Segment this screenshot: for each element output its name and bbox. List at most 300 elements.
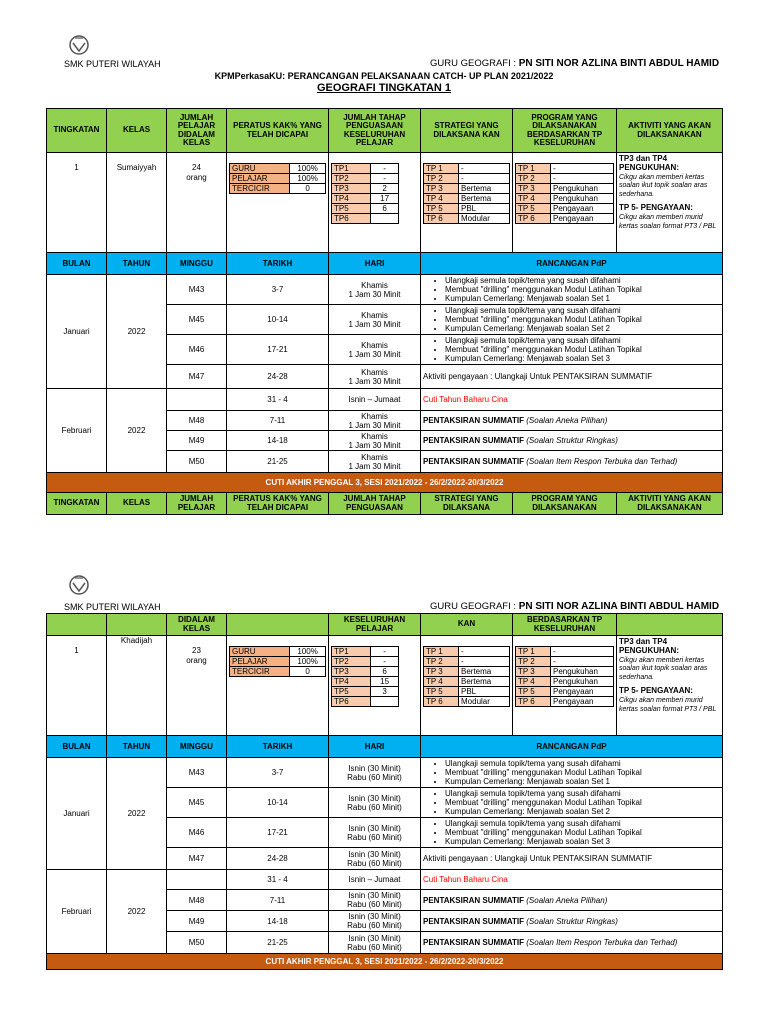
school-name: SMK PUTERI WILAYAH: [64, 602, 161, 612]
program-table: [515, 646, 614, 707]
strategi-value: Bertema: [459, 194, 510, 204]
hari-day: Khamis: [361, 340, 388, 350]
pelajar-cell: [167, 153, 227, 253]
rancangan-cell: Cuti Tahun Baharu Cina: [421, 870, 723, 890]
strategi-value: Modular: [459, 214, 510, 224]
header-jumlah-tahap: KESELURUHAN PELAJAR: [329, 614, 421, 636]
rancangan-cell: [421, 758, 723, 788]
hari-cell: Isnin – Jumaat: [329, 870, 421, 890]
hari-day: Rabu (60 Minit): [347, 802, 402, 812]
header-hari: HARI: [329, 736, 421, 758]
pelajar-unit: orang: [186, 173, 207, 182]
hari-day: Khamis: [361, 411, 388, 421]
tp-label: TP 4: [516, 677, 551, 687]
minggu-cell: M50: [167, 451, 227, 473]
program-cell: [513, 153, 617, 253]
teacher-line: [430, 58, 719, 69]
plan-list: [423, 336, 720, 363]
header-jumlah-pelajar: JUMLAH PELAJAR DIDALAM KELAS: [167, 109, 227, 153]
tp-label: TP 3: [424, 184, 459, 194]
header-rancangan: RANCANGAN PdP: [421, 736, 723, 758]
tarikh-cell: 10-14: [227, 305, 329, 335]
tarikh-cell: 3-7: [227, 275, 329, 305]
kak-value: 100%: [290, 164, 326, 174]
header-tahun: TAHUN: [107, 253, 167, 275]
minggu-cell: M46: [167, 335, 227, 365]
tp-count: -: [371, 164, 399, 174]
kak-cell: [227, 153, 329, 253]
subject-title: GEOGRAFI TINGKATAN 1: [316, 82, 452, 94]
hari-cell: [329, 451, 421, 473]
program-cell: [513, 636, 617, 736]
strategi-value: -: [459, 647, 510, 657]
strategi-table: [423, 646, 510, 707]
aktiviti-text: Cikgu akan memberi murid kertas soalan format PT3 / PBL: [619, 213, 717, 230]
strategi-value: Bertema: [459, 677, 510, 687]
strategi-value: PBL: [459, 204, 510, 214]
tp-count: -: [371, 657, 399, 667]
tp-count: 17: [371, 194, 399, 204]
pelajar-unit: orang: [186, 656, 207, 665]
plan-list: [423, 819, 720, 846]
program-value: Pengukuhan: [551, 194, 614, 204]
tp-count: -: [371, 647, 399, 657]
hari-cell: [329, 911, 421, 932]
tarikh-cell: 17-21: [227, 818, 329, 848]
summatif-label: PENTAKSIRAN SUMMATIF: [423, 436, 525, 445]
tarikh-cell: 31 - 4: [227, 389, 329, 411]
hari-cell: [329, 365, 421, 389]
strategi-value: Modular: [459, 697, 510, 707]
tarikh-cell: 17-21: [227, 335, 329, 365]
kelas-cell: Sumaiyyah: [107, 153, 167, 253]
header-minggu: MINGGU: [167, 736, 227, 758]
bulan-cell: Januari: [47, 758, 107, 870]
header-jumlah-pelajar: JUMLAH PELAJAR: [167, 493, 227, 515]
tp-count: 6: [371, 667, 399, 677]
hari-day: Rabu (60 Minit): [347, 942, 402, 952]
tp-label: TP6: [332, 214, 371, 224]
hari-cell: [329, 275, 421, 305]
summatif-note: (Soalan Struktur Ringkas): [526, 916, 618, 926]
hari-day: Isnin (30 Minit): [348, 763, 401, 773]
aktiviti-heading: TP 5- PENGAYAAN:: [619, 202, 693, 212]
plan-title: KPMPerkasaKU: PERANCANGAN PELAKSANAAN CATCH- UP PLAN 2021/2022: [214, 71, 554, 81]
program-table: [515, 163, 614, 224]
kak-label: PELAJAR: [230, 174, 290, 184]
tp-label: TP1: [332, 164, 371, 174]
minggu-cell: M49: [167, 431, 227, 451]
tp-label: TP 5: [516, 687, 551, 697]
strategi-cell: [421, 153, 513, 253]
tp-label: TP 1: [424, 164, 459, 174]
plan-item: • Membuat "drilling" menggunakan Modul Latihan Topikal: [445, 315, 720, 324]
plan-item: • Membuat "drilling" menggunakan Modul Latihan Topikal: [445, 345, 720, 354]
minggu-cell: M46: [167, 818, 227, 848]
header-strategi: KAN: [421, 614, 513, 636]
rancangan-cell: [421, 932, 723, 954]
program-value: Pengukuhan: [551, 184, 614, 194]
header-rancangan: RANCANGAN PdP: [421, 253, 723, 275]
tp-label: TP 5: [516, 204, 551, 214]
rancangan-cell: Aktiviti pengayaan : Ulangkaji Untuk PENTAKSIRAN SUMMATIF: [421, 848, 723, 870]
teacher-name: PN SITI NOR AZLINA BINTI ABDUL HAMID: [518, 58, 720, 69]
kelas-cell: Khadijah: [107, 636, 167, 736]
tp-label: TP4: [332, 677, 371, 687]
hari-day: Khamis: [361, 367, 388, 377]
minggu-cell: M43: [167, 275, 227, 305]
hari-duration: 1 Jam 30 Minit: [348, 289, 401, 299]
tp-label: TP 4: [424, 677, 459, 687]
tp-label: TP 5: [424, 204, 459, 214]
hari-day: Khamis: [361, 310, 388, 320]
cuti-akhir-banner: CUTI AKHIR PENGGAL 3, SESI 2021/2022 - 26/2/2022-20/3/2022: [47, 473, 723, 493]
minggu-cell: M50: [167, 932, 227, 954]
tp-label: TP6: [332, 697, 371, 707]
summatif-note: (Soalan Aneka Pilihan): [526, 895, 608, 905]
tp-cell: [329, 636, 421, 736]
minggu-cell: M45: [167, 788, 227, 818]
hari-day: Rabu (60 Minit): [347, 772, 402, 782]
header-bulan: BULAN: [47, 736, 107, 758]
rancangan-cell: [421, 275, 723, 305]
tingkatan-cell: 1: [47, 153, 107, 253]
tp-label: TP2: [332, 174, 371, 184]
tp-label: TP 3: [516, 667, 551, 677]
tarikh-cell: 14-18: [227, 911, 329, 932]
tp-cell: [329, 153, 421, 253]
kak-label: TERCICIR: [230, 667, 290, 677]
summatif-label: PENTAKSIRAN SUMMATIF: [423, 895, 525, 905]
plan-item: • Kumpulan Cemerlang: Menjawab soalan Set 1: [445, 294, 720, 303]
hari-day: Isnin (30 Minit): [348, 891, 401, 900]
rancangan-cell: Aktiviti pengayaan : Ulangkaji Untuk PENTAKSIRAN SUMMATIF: [421, 365, 723, 389]
kak-table: [229, 646, 326, 677]
hari-duration: 1 Jam 30 Minit: [348, 420, 401, 430]
header-tahun: TAHUN: [107, 736, 167, 758]
header-kelas: KELAS: [107, 493, 167, 515]
program-value: Pengayaan: [551, 697, 614, 707]
program-value: Pengukuhan: [551, 667, 614, 677]
hari-day: Khamis: [361, 452, 388, 462]
rancangan-cell: [421, 431, 723, 451]
teacher-line: [430, 601, 719, 612]
plan-item: • Kumpulan Cemerlang: Menjawab soalan Set 2: [445, 324, 720, 333]
plan-item: • Ulangkaji semula topik/tema yang susah difahami: [445, 336, 720, 345]
hari-duration: 1 Jam 30 Minit: [348, 319, 401, 329]
hari-duration: 1 Jam 30 Minit: [348, 461, 401, 471]
rancangan-cell: [421, 911, 723, 932]
aktiviti-heading: TP3 dan TP4 PENGUKUHAN:: [619, 154, 679, 172]
kak-value: 100%: [290, 657, 326, 667]
tp-label: TP 6: [516, 697, 551, 707]
school-crest-icon: [64, 574, 94, 598]
tp-label: TP 6: [424, 214, 459, 224]
plan-item: • Ulangkaji semula topik/tema yang susah difahami: [445, 276, 720, 285]
minggu-cell: M47: [167, 848, 227, 870]
program-value: -: [551, 174, 614, 184]
tp-label: TP 3: [516, 184, 551, 194]
tp-label: TP 2: [424, 657, 459, 667]
tp-label: TP5: [332, 204, 371, 214]
hari-cell: [329, 411, 421, 431]
kak-value: 0: [290, 667, 326, 677]
strategi-value: Bertema: [459, 184, 510, 194]
rancangan-cell: [421, 411, 723, 431]
hari-cell: [329, 890, 421, 911]
summatif-label: PENTAKSIRAN SUMMATIF: [423, 916, 525, 926]
pelajar-count: 23: [192, 646, 201, 655]
summatif-label: PENTAKSIRAN SUMMATIF: [423, 416, 525, 425]
program-value: Pengukuhan: [551, 677, 614, 687]
tarikh-cell: 14-18: [227, 431, 329, 451]
hari-cell: Isnin – Jumaat: [329, 389, 421, 411]
header-kelas: KELAS: [107, 109, 167, 153]
strategi-table: [423, 163, 510, 224]
tahun-cell: 2022: [107, 870, 167, 954]
header-minggu: MINGGU: [167, 253, 227, 275]
pelajar-cell: [167, 636, 227, 736]
summatif-note: (Soalan Item Respon Terbuka dan Terhad): [526, 938, 678, 947]
tp-label: TP 2: [424, 174, 459, 184]
tp-label: TP 5: [424, 687, 459, 697]
program-value: Pengayaan: [551, 214, 614, 224]
strategi-value: -: [459, 164, 510, 174]
tp-count: -: [371, 174, 399, 184]
bulan-cell: Januari: [47, 275, 107, 389]
tp-label: TP 4: [516, 194, 551, 204]
summatif-note: (Soalan Struktur Ringkas): [526, 436, 618, 445]
aktiviti-text: Cikgu akan memberi kertas soalan ikut topik soalan aras sederhana.: [619, 173, 708, 199]
hari-cell: [329, 335, 421, 365]
aktiviti-text: Cikgu akan memberi murid kertas soalan format PT3 / PBL: [619, 696, 717, 713]
hari-day: Isnin (30 Minit): [348, 823, 401, 833]
header-jumlah-tahap: JUMLAH TAHAP PENGUASAAN: [329, 493, 421, 515]
strategi-value: -: [459, 657, 510, 667]
hari-day: Rabu (60 Minit): [347, 832, 402, 842]
strategi-cell: [421, 636, 513, 736]
hari-day: Khamis: [361, 431, 388, 441]
tp-count: [371, 697, 399, 707]
kak-cell: [227, 636, 329, 736]
cuti-akhir-banner: CUTI AKHIR PENGGAL 3, SESI 2021/2022 - 26/2/2022-20/3/2022: [47, 954, 723, 970]
tp-label: TP 6: [424, 697, 459, 707]
tarikh-cell: 21-25: [227, 932, 329, 954]
minggu-cell: M43: [167, 758, 227, 788]
minggu-cell: M45: [167, 305, 227, 335]
header-program: PROGRAM YANG DILAKSANAKAN: [513, 493, 617, 515]
program-value: Pengayaan: [551, 204, 614, 214]
plan-list: [423, 789, 720, 816]
kak-table: [229, 163, 326, 194]
kak-label: PELAJAR: [230, 657, 290, 667]
plan-item: • Ulangkaji semula topik/tema yang susah difahami: [445, 819, 720, 828]
tarikh-cell: 3-7: [227, 758, 329, 788]
tp-label: TP 1: [424, 647, 459, 657]
summatif-label: PENTAKSIRAN SUMMATIF: [423, 938, 525, 947]
aktiviti-heading: TP 5- PENGAYAAN:: [619, 685, 693, 695]
program-value: -: [551, 164, 614, 174]
tp-label: TP3: [332, 667, 371, 677]
teacher-label: GURU GEOGRAFI :: [430, 58, 517, 69]
tp-label: TP4: [332, 194, 371, 204]
tarikh-cell: 21-25: [227, 451, 329, 473]
plan-item: • Ulangkaji semula topik/tema yang susah difahami: [445, 306, 720, 315]
minggu-cell: M48: [167, 411, 227, 431]
tp-count: [371, 214, 399, 224]
hari-cell: [329, 818, 421, 848]
hari-day: Isnin (30 Minit): [348, 849, 401, 859]
program-value: Pengayaan: [551, 687, 614, 697]
plan-item: • Membuat "drilling" menggunakan Modul Latihan Topikal: [445, 798, 720, 807]
aktiviti-cell: [617, 153, 723, 253]
summatif-note: (Soalan Item Respon Terbuka dan Terhad): [526, 457, 678, 466]
rancangan-cell: [421, 788, 723, 818]
header-program: BERDASARKAN TP KESELURUHAN: [513, 614, 617, 636]
hari-day: Rabu (60 Minit): [347, 900, 402, 909]
bulan-cell: Februari: [47, 389, 107, 473]
school-name: SMK PUTERI WILAYAH: [64, 59, 161, 69]
header-strategi: STRATEGI YANG DILAKSANA: [421, 493, 513, 515]
strategi-value: -: [459, 174, 510, 184]
tarikh-cell: 24-28: [227, 365, 329, 389]
minggu-cell: [167, 870, 227, 890]
rancangan-cell: [421, 890, 723, 911]
plan-item: • Membuat "drilling" menggunakan Modul Latihan Topikal: [445, 285, 720, 294]
aktiviti-heading: TP3 dan TP4 PENGUKUHAN:: [619, 637, 679, 655]
tingkatan-cell: 1: [47, 636, 107, 736]
header-aktiviti: AKTIVITI YANG AKAN DILAKSANAKAN: [617, 493, 723, 515]
aktiviti-text: Cikgu akan memberi kertas soalan ikut topik soalan aras sederhana.: [619, 656, 708, 682]
rancangan-cell: [421, 818, 723, 848]
header-tarikh: TARIKH: [227, 736, 329, 758]
header-jumlah-pelajar: DIDALAM KELAS: [167, 614, 227, 636]
header-program: PROGRAM YANG DILAKSANAKAN BERDASARKAN TP KESELURUHAN: [513, 109, 617, 153]
summatif-note: (Soalan Aneka Pilihan): [526, 416, 608, 425]
header-tingkatan: TINGKATAN: [47, 109, 107, 153]
header-bulan: BULAN: [47, 253, 107, 275]
program-value: -: [551, 647, 614, 657]
tahun-cell: 2022: [107, 758, 167, 870]
tp-label: TP 3: [424, 667, 459, 677]
tahun-cell: 2022: [107, 275, 167, 389]
tp-count: 2: [371, 184, 399, 194]
minggu-cell: [167, 389, 227, 411]
tp-table: [331, 163, 399, 224]
kak-value: 0: [290, 184, 326, 194]
hari-cell: [329, 431, 421, 451]
header-aktiviti: AKTIVITI YANG AKAN DILAKSANAKAN: [617, 109, 723, 153]
tarikh-cell: 7-11: [227, 411, 329, 431]
strategi-value: Bertema: [459, 667, 510, 677]
hari-day: Isnin (30 Minit): [348, 933, 401, 943]
kak-label: TERCICIR: [230, 184, 290, 194]
plan-list: [423, 306, 720, 333]
header-hari: HARI: [329, 253, 421, 275]
tarikh-cell: 7-11: [227, 890, 329, 911]
bulan-cell: Februari: [47, 870, 107, 954]
plan-item: • Kumpulan Cemerlang: Menjawab soalan Set 3: [445, 837, 720, 846]
teacher-label: GURU GEOGRAFI :: [430, 601, 517, 612]
tp-label: TP 6: [516, 214, 551, 224]
header-peratus-kak: PERATUS KAK% YANG TELAH DICAPAI: [227, 493, 329, 515]
plan-item: • Ulangkaji semula topik/tema yang susah difahami: [445, 789, 720, 798]
tarikh-cell: 24-28: [227, 848, 329, 870]
school-crest-icon: [64, 34, 94, 58]
tahun-cell: 2022: [107, 389, 167, 473]
rancangan-cell: Cuti Tahun Baharu Cina: [421, 389, 723, 411]
hari-day: Isnin (30 Minit): [348, 912, 401, 921]
hari-cell: [329, 305, 421, 335]
header-tingkatan: TINGKATAN: [47, 493, 107, 515]
tp-label: TP1: [332, 647, 371, 657]
tp-count: 3: [371, 687, 399, 697]
kak-value: 100%: [290, 647, 326, 657]
kak-label: GURU: [230, 647, 290, 657]
minggu-cell: M48: [167, 890, 227, 911]
plan-item: • Kumpulan Cemerlang: Menjawab soalan Set 1: [445, 777, 720, 786]
plan-item: • Ulangkaji semula topik/tema yang susah difahami: [445, 759, 720, 768]
minggu-cell: M47: [167, 365, 227, 389]
tp-label: TP 1: [516, 647, 551, 657]
tp-table: [331, 646, 399, 707]
rancangan-cell: [421, 451, 723, 473]
hari-day: Rabu (60 Minit): [347, 858, 402, 868]
minggu-cell: M49: [167, 911, 227, 932]
hari-day: Khamis: [361, 280, 388, 290]
header-strategi: STRATEGI YANG DILAKSANA KAN: [421, 109, 513, 153]
header-tarikh: TARIKH: [227, 253, 329, 275]
hari-cell: [329, 932, 421, 954]
header-jumlah-tahap: JUMLAH TAHAP PENGUASAAN KESELURUHAN PELAJAR: [329, 109, 421, 153]
hari-cell: [329, 848, 421, 870]
tp-label: TP 2: [516, 657, 551, 667]
hari-cell: [329, 758, 421, 788]
hari-day: Isnin (30 Minit): [348, 793, 401, 803]
hari-duration: 1 Jam 30 Minit: [348, 440, 401, 450]
program-value: -: [551, 657, 614, 667]
schedule-table: [46, 613, 723, 970]
hari-duration: 1 Jam 30 Minit: [348, 349, 401, 359]
teacher-name: PN SITI NOR AZLINA BINTI ABDUL HAMID: [518, 601, 720, 612]
plan-list: [423, 759, 720, 786]
tp-label: TP2: [332, 657, 371, 667]
hari-day: Rabu (60 Minit): [347, 921, 402, 930]
schedule-table: [46, 108, 723, 515]
plan-item: • Membuat "drilling" menggunakan Modul Latihan Topikal: [445, 828, 720, 837]
tp-count: 6: [371, 204, 399, 214]
strategi-value: PBL: [459, 687, 510, 697]
plan-list: [423, 276, 720, 303]
kak-value: 100%: [290, 174, 326, 184]
tp-label: TP 1: [516, 164, 551, 174]
plan-item: • Kumpulan Cemerlang: Menjawab soalan Set 2: [445, 807, 720, 816]
aktiviti-cell: [617, 636, 723, 736]
pelajar-count: 24: [192, 163, 201, 172]
summatif-label: PENTAKSIRAN SUMMATIF: [423, 457, 525, 466]
plan-item: • Membuat "drilling" menggunakan Modul Latihan Topikal: [445, 768, 720, 777]
rancangan-cell: [421, 335, 723, 365]
kak-label: GURU: [230, 164, 290, 174]
tp-label: TP3: [332, 184, 371, 194]
tp-count: 15: [371, 677, 399, 687]
tp-label: TP5: [332, 687, 371, 697]
hari-cell: [329, 788, 421, 818]
tarikh-cell: 10-14: [227, 788, 329, 818]
tarikh-cell: 31 - 4: [227, 870, 329, 890]
tp-label: TP 4: [424, 194, 459, 204]
tp-label: TP 2: [516, 174, 551, 184]
